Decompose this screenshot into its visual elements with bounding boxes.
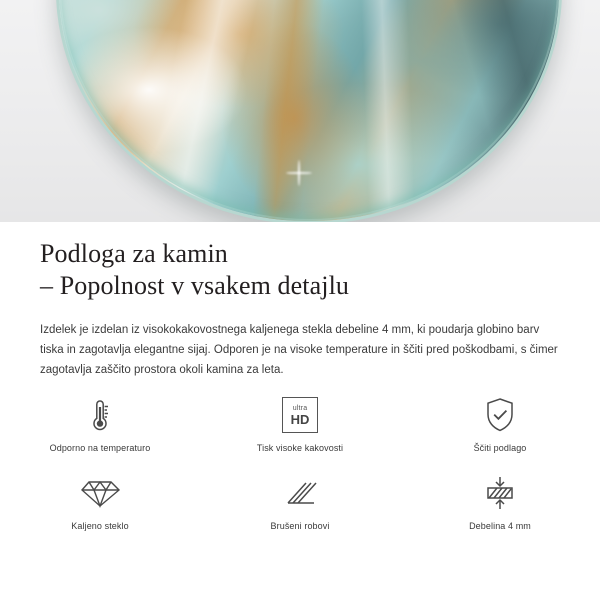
features-grid: [0, 393, 600, 549]
ultra-hd-badge-top: ultra: [292, 404, 308, 412]
feature-tempered-glass: [0, 471, 200, 549]
glass-board: [56, 0, 562, 222]
feature-label: Tisk visoke kakovosti: [256, 443, 344, 453]
text-content: [0, 222, 600, 380]
ultra-hd-badge-bottom: HD: [290, 411, 310, 427]
thermometer-icon: [82, 393, 118, 437]
feature-label: Kaljeno steklo: [71, 521, 129, 531]
feature-temperature-resistant: [0, 393, 200, 471]
thickness-arrows-icon: [480, 471, 520, 515]
feature-label: Brušeni robovi: [270, 521, 330, 531]
feature-label: Odporno na temperaturo: [49, 443, 151, 453]
feature-thickness: [400, 471, 600, 549]
feature-label: Ščiti podlago: [473, 443, 527, 453]
feature-polished-edges: [200, 471, 400, 549]
description-paragraph: Izdelek je izdelan iz visokokakovostnega kaljenega stekla debeline 4 mm, ki poudarja globino barv tiska in zagotavlja elegantne sijaj. Odporen je na visoke temperature in ščiti pred poškodbami, s čimer zagotavlja zaščito prostora okoli kamina za leta.: [40, 324, 558, 376]
feature-print-quality: [200, 393, 400, 471]
feature-label: Debelina 4 mm: [469, 521, 531, 531]
diamond-icon: [79, 471, 121, 515]
polished-edges-icon: [280, 471, 320, 515]
hero-image: [0, 0, 600, 222]
ultra-hd-icon: [282, 393, 318, 437]
page-title: [0, 222, 600, 302]
headline-line-2: – Popolnost v vsakem detajlu: [40, 271, 349, 300]
shield-check-icon: [481, 393, 519, 437]
feature-protects-surface: [400, 393, 600, 471]
headline-line-1: Podloga za kamin: [40, 239, 228, 268]
